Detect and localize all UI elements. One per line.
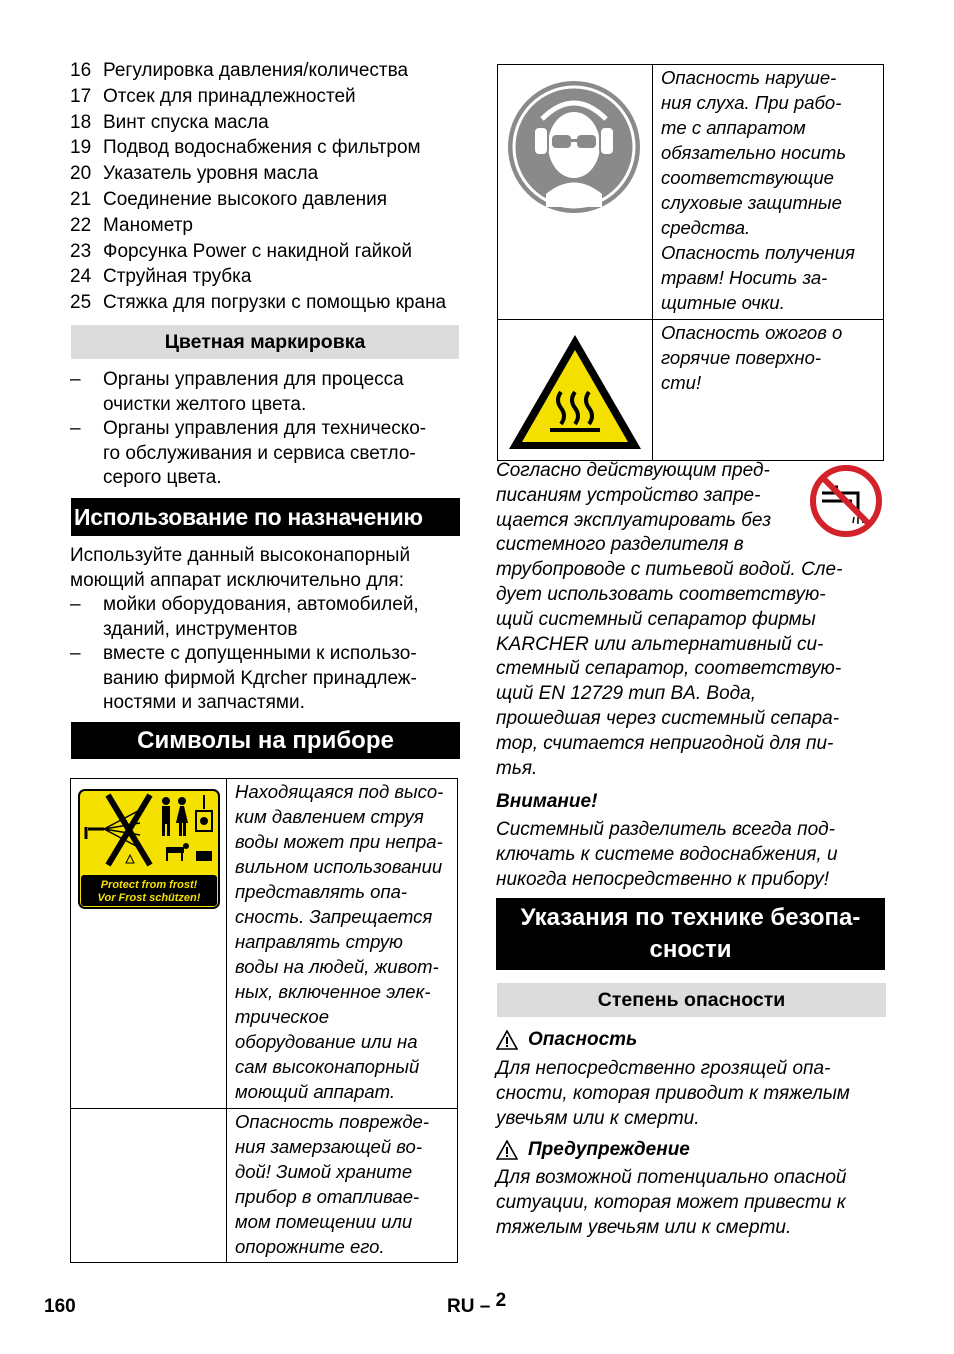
high-pressure-frost-label-icon (78, 789, 220, 909)
symbol-cell (498, 320, 653, 461)
intended-use-list (70, 593, 462, 716)
danger-description: Для непосредственно грозящей опа- сности, которая приводит к тяжелым увечьям или к смерти. (496, 1058, 850, 1129)
list-item: – Органы управления для техническо- го обслуживания и сервиса светло- серого цвета. (70, 418, 427, 488)
page-language-code: RU – 2 (447, 1290, 507, 1317)
symbol-description: Опасность ожогов о горячие поверхно- сти! (653, 320, 884, 461)
page-number: 160 (44, 1296, 76, 1317)
list-item: – вместе с допущенными к использо- ванию фирмой Kдrcher принадлеж- ностями и запчастями. (70, 643, 417, 713)
list-item: 19 Подвод водоснабжения с фильтром (70, 137, 421, 159)
list-item: 22 Манометр (70, 214, 193, 236)
symbol-cell (498, 65, 653, 320)
frost-label-text-de: Vor Frost schützen! (97, 892, 201, 904)
danger-label-row (496, 1028, 637, 1053)
frost-label-text-en: Protect from frost! (100, 879, 198, 891)
warning-label: Предупреждение (528, 1139, 690, 1160)
list-item: 24 Струйная трубка (70, 266, 252, 288)
symbol-cell (71, 779, 227, 1109)
hearing-eye-protection-icon (506, 79, 642, 215)
list-item: 25 Стяжка для погрузки с помощью крана (70, 292, 447, 314)
warning-description: Для возможной потенциально опасной ситуации, которая может привести к тяжелым увечьям или к смерти. (496, 1167, 847, 1238)
list-item: 21 Соединение высокого давления (70, 188, 387, 210)
list-item: 16 Регулировка давления/количества (70, 60, 409, 81)
symbol-description: Опасность наруше- ния слуха. При рабо- те с аппаратом обязательно носить соответствующие слуховые защитные средства. Опасность получения травм! Носить за- щитные очки. (653, 65, 884, 320)
symbols-heading: Символы на приборе (71, 722, 460, 759)
list-item: – Органы управления для процесса очистки желтого цвета. (70, 369, 404, 415)
list-item: 18 Винт спуска масла (70, 111, 269, 133)
intended-use-heading: Использование по назначению (71, 498, 460, 536)
warning-label-row (496, 1138, 690, 1163)
symbol-description: Опасность поврежде- ния замерзающей во- дой! Зимой храните прибор в отапливае- мом помещении или опорожните его. (227, 1109, 458, 1263)
separator-paragraph: Согласно действующим пред- писаниям устройство запре- щается эксплуатировать без системного разделителя в трубопроводе с питьевой водой. Сле- дует использовать соответствую- щий системный сепаратор фирмы KARCHER или альтернативный си- стемный сепаратор, соответствую- щий EN 12729 тип BA. Вода, прошедшая через системный сепара- тор, считается непригодной для пи- тья. (496, 460, 843, 779)
ppe-symbols-table (497, 64, 884, 461)
symbol-description: Находящаяся под высо- ким давлением струя воды может при непра- вильном использовании представлять опа- сность. Запрещается направлять струю воды на людей, живот- ных, включенное элек- трическое оборудование или на сам высоконапорный моющий аппарат. (227, 779, 458, 1109)
symbol-cell (71, 1109, 227, 1263)
list-item: 17 Отсек для принадлежностей (70, 85, 356, 107)
attention-label: Внимание! (496, 791, 598, 812)
list-item: 23 Форсунка Power с накидной гайкой (70, 240, 412, 262)
intended-use-intro: Используйте данный высоконапорный моющий аппарат исключительно для: (70, 545, 411, 591)
danger-label: Опасность (528, 1029, 638, 1050)
warning-triangle-icon (496, 1140, 518, 1160)
parts-list (70, 58, 462, 316)
symbols-table (70, 778, 458, 1263)
safety-heading: Указания по технике безопа- сности (496, 898, 885, 970)
list-item: – мойки оборудования, автомобилей, зданий, инструментов (70, 594, 419, 640)
attention-paragraph: Системный разделитель всегда под- ключать к системе водоснабжения, и никогда непосредственно к прибору! (496, 819, 838, 890)
color-marking-list (70, 368, 462, 491)
color-marking-heading: Цветная маркировка (71, 325, 459, 359)
list-item: 20 Указатель уровня масла (70, 163, 319, 185)
danger-levels-heading: Степень опасности (497, 983, 886, 1017)
warning-triangle-icon (496, 1030, 518, 1050)
hot-surface-warning-icon (506, 332, 644, 452)
